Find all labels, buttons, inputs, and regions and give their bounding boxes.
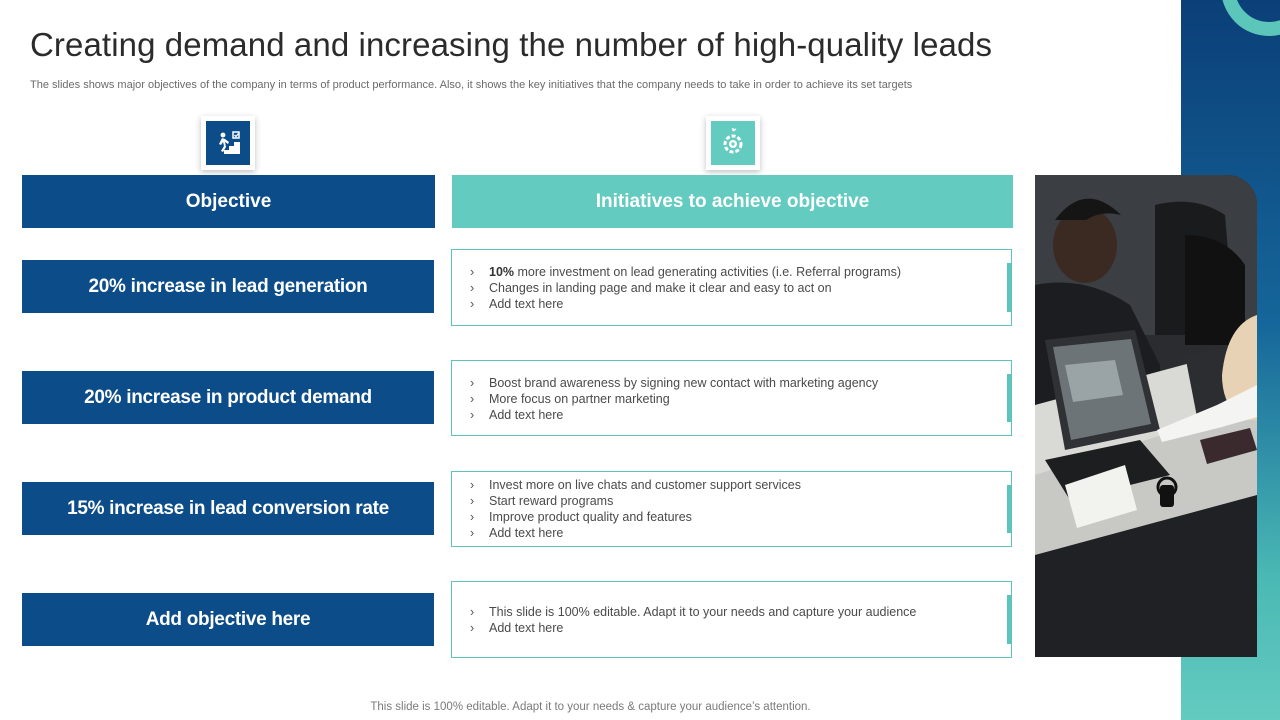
- objective-box: 15% increase in lead conversion rate: [22, 482, 434, 535]
- objective-icon-tile: [201, 116, 255, 170]
- objective-header: Objective: [22, 175, 435, 228]
- objective-box: 20% increase in product demand: [22, 371, 434, 424]
- decorative-ring: [1221, 0, 1280, 36]
- initiatives-header: Initiatives to achieve objective: [452, 175, 1013, 228]
- accent-bar: [1007, 374, 1011, 422]
- slide-subtitle: The slides shows major objectives of the company in terms of product performance. Also, it shows the key initiatives that the company needs to take in order to achieve its set targets: [30, 79, 913, 91]
- accent-bar: [1007, 263, 1011, 312]
- stairs-climber-icon: [206, 121, 250, 165]
- objective-box: Add objective here: [22, 593, 434, 646]
- initiative-item: › Start reward programs: [470, 494, 614, 508]
- initiatives-box: [451, 249, 1012, 326]
- initiative-item: › Add text here: [470, 621, 564, 635]
- initiatives-list: [470, 375, 991, 423]
- initiative-item: › Changes in landing page and make it clear and easy to act on: [470, 281, 832, 295]
- initiative-item: › Add text here: [470, 526, 564, 540]
- initiatives-list: [470, 264, 991, 312]
- initiative-item: › More focus on partner marketing: [470, 392, 670, 406]
- initiative-item: › This slide is 100% editable. Adapt it to your needs and capture your audience: [470, 605, 917, 619]
- gear-target-icon: [711, 121, 755, 165]
- objective-box: 20% increase in lead generation: [22, 260, 434, 313]
- initiatives-box: [451, 471, 1012, 547]
- initiatives-box: [451, 360, 1012, 436]
- initiatives-list: [470, 604, 991, 636]
- accent-bar: [1007, 595, 1011, 644]
- accent-bar: [1007, 485, 1011, 533]
- initiative-item: › 10% more investment on lead generating activities (i.e. Referral programs): [470, 265, 902, 279]
- initiatives-box: [451, 581, 1012, 658]
- initiative-item: › Improve product quality and features: [470, 510, 692, 524]
- slide-footer: This slide is 100% editable. Adapt it to your needs & capture your audience’s attention.: [370, 701, 811, 713]
- initiatives-icon-tile: [706, 116, 760, 170]
- initiative-item: › Invest more on live chats and customer support services: [470, 478, 801, 492]
- initiative-item: › Add text here: [470, 408, 564, 422]
- slide-title: Creating demand and increasing the number of high-quality leads: [30, 26, 993, 63]
- initiatives-list: [470, 477, 991, 541]
- initiative-item: › Boost brand awareness by signing new contact with marketing agency: [470, 376, 879, 390]
- initiative-item: › Add text here: [470, 297, 564, 311]
- meeting-photo: [1035, 175, 1257, 657]
